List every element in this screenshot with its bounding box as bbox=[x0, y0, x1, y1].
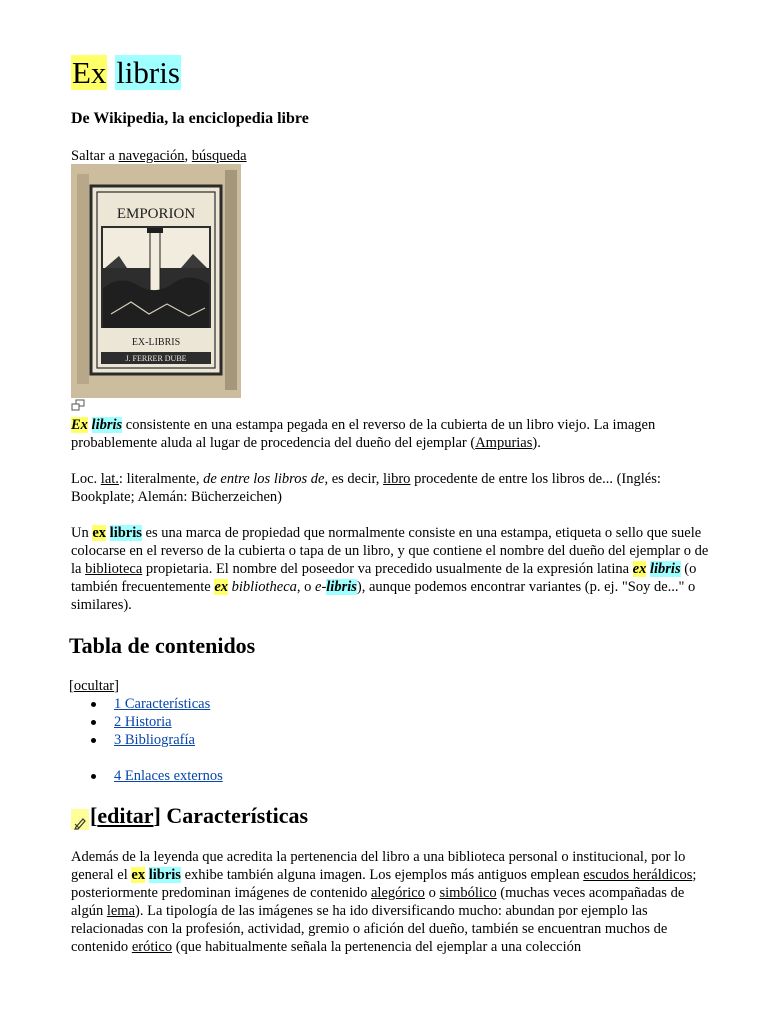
toc-list bbox=[91, 695, 223, 785]
toc-link-enlaces[interactable]: 4 Enlaces externos bbox=[114, 768, 223, 784]
etym-a: Loc. bbox=[71, 471, 101, 487]
etymology-paragraph bbox=[71, 470, 716, 506]
toc-link-bibliografia[interactable]: 3 Bibliografía bbox=[114, 732, 195, 748]
toc-link-historia[interactable]: 2 Historia bbox=[114, 714, 172, 730]
intro-ex-3: ex bbox=[214, 579, 229, 595]
jump-navigation-link[interactable]: navegación bbox=[118, 148, 185, 164]
exlibris-illustration bbox=[71, 164, 241, 398]
intro-ex-2: ex bbox=[632, 561, 647, 577]
jump-search-link[interactable]: búsqueda bbox=[191, 148, 247, 164]
intro-f: ), aunque podemos encontrar variantes (p. ej. "Soy de..." o similares). bbox=[71, 579, 696, 613]
caption-end: ). bbox=[532, 435, 541, 451]
biblioteca-link[interactable]: biblioteca bbox=[85, 561, 143, 577]
edit-close-bracket: ] bbox=[153, 803, 161, 828]
alegorico-link[interactable]: alegórico bbox=[370, 885, 425, 901]
magnify-icon[interactable] bbox=[71, 398, 85, 410]
intro-paragraph bbox=[71, 524, 716, 614]
toc-hide-link[interactable]: ocultar bbox=[73, 678, 115, 694]
jump-links bbox=[71, 147, 247, 165]
libro-link[interactable]: libro bbox=[383, 471, 411, 487]
site-subtitle: De Wikipedia, la enciclopedia libre bbox=[71, 110, 309, 127]
section-title: Características bbox=[160, 803, 309, 828]
toc-link-caracteristicas[interactable]: 1 Características bbox=[114, 696, 211, 712]
intro-a: Un bbox=[71, 525, 93, 541]
escudos-link[interactable]: escudos heráldicos bbox=[583, 867, 693, 883]
body-a: Además de la leyenda que acredita la pertenencia del libro a una biblioteca personal o institucional, por lo general el bbox=[71, 849, 686, 883]
image-text-middle: EX-LIBRIS bbox=[131, 337, 181, 348]
edit-open-bracket: [ bbox=[90, 803, 98, 828]
toc-item bbox=[91, 767, 223, 785]
etym-b: : literalmente, bbox=[118, 471, 204, 487]
edit-section-link[interactable]: editar bbox=[97, 803, 154, 828]
toc-item bbox=[91, 731, 223, 749]
intro-libris-2: libris bbox=[649, 561, 681, 577]
section-heading-caracteristicas bbox=[71, 802, 308, 830]
body-b: exhibe también alguna imagen. Los ejemplos más antiguos emplean bbox=[180, 867, 584, 883]
body-g: (que habitualmente señala la pertenencia del ejemplar a una colección bbox=[172, 939, 582, 955]
title-libris: libris bbox=[116, 55, 180, 90]
intro-c: propietaria. El nombre del poseedor va precedido usualmente de la expresión latina bbox=[142, 561, 633, 577]
caracteristicas-paragraph bbox=[71, 848, 716, 956]
intro-bibliotheca: bibliotheca bbox=[228, 579, 297, 595]
image-text-bottom: J. FERRER DUBE bbox=[125, 354, 187, 363]
body-c: ; posteriormente predominan imágenes de contenido bbox=[71, 867, 697, 901]
erotico-link[interactable]: erótico bbox=[131, 939, 173, 955]
simbolico-link[interactable]: simbólico bbox=[439, 885, 497, 901]
edit-icon[interactable] bbox=[71, 809, 89, 823]
body-ex: ex bbox=[131, 867, 146, 883]
toc-toggle bbox=[69, 677, 119, 695]
intro-libris-3: libris bbox=[326, 579, 357, 595]
jump-sep: , bbox=[184, 148, 192, 164]
page-title bbox=[71, 54, 181, 92]
ampurias-link[interactable]: Ampurias bbox=[475, 435, 533, 451]
toc-item bbox=[91, 713, 223, 731]
body-d: o bbox=[424, 885, 440, 901]
body-e: (muchas veces acompañadas de algún bbox=[71, 885, 685, 919]
etym-d: procedente de entre los libros de... (Inglés: Bookplate; Alemán: Bücherzeichen) bbox=[71, 471, 661, 505]
title-ex: Ex bbox=[72, 55, 107, 90]
intro-b: es una marca de propiedad que normalmente consiste en una estampa, etiqueta o sello que suele colocarse en el reverso de la cubierta o tapa de un libro, y que contiene el nombre del dueño del ejemplar o de la bbox=[71, 525, 709, 577]
image-caption bbox=[71, 416, 716, 452]
body-f: ). La tipología de las imágenes se ha ido diversificando mucho: abundan por ejemplo las relacionadas con la profesión, actividad, gremio o afición del dueño, también se encuentran muchos de contenido bbox=[71, 903, 668, 955]
intro-ex-1: ex bbox=[92, 525, 107, 541]
etym-italic: de entre los libros de bbox=[203, 471, 325, 487]
lat-link[interactable]: lat. bbox=[100, 471, 119, 487]
jump-prefix: Saltar a bbox=[71, 148, 119, 164]
caption-ex: Ex bbox=[71, 417, 88, 433]
caption-libris: libris bbox=[91, 417, 123, 433]
image-text-top: EMPORION bbox=[116, 206, 196, 222]
body-libris: libris bbox=[148, 867, 181, 883]
toc-toggle-close: ] bbox=[114, 678, 119, 694]
toc-toggle-open: [ bbox=[69, 678, 74, 694]
intro-d: (o también frecuentemente bbox=[71, 561, 697, 595]
etym-c: , es decir, bbox=[324, 471, 384, 487]
exlibris-image[interactable] bbox=[71, 164, 241, 398]
intro-e: , o bbox=[296, 579, 316, 595]
lema-link[interactable]: lema bbox=[106, 903, 136, 919]
caption-text: consistente en una estampa pegada en el reverso de la cubierta de un libro viejo. La imagen probablemente aluda al lugar de procedencia del dueño del ejemplar ( bbox=[71, 417, 656, 451]
intro-e-prefix: e- bbox=[315, 579, 327, 595]
toc-item bbox=[91, 695, 223, 713]
toc-title: Tabla de contenidos bbox=[69, 633, 256, 658]
intro-libris-1: libris bbox=[109, 525, 142, 541]
